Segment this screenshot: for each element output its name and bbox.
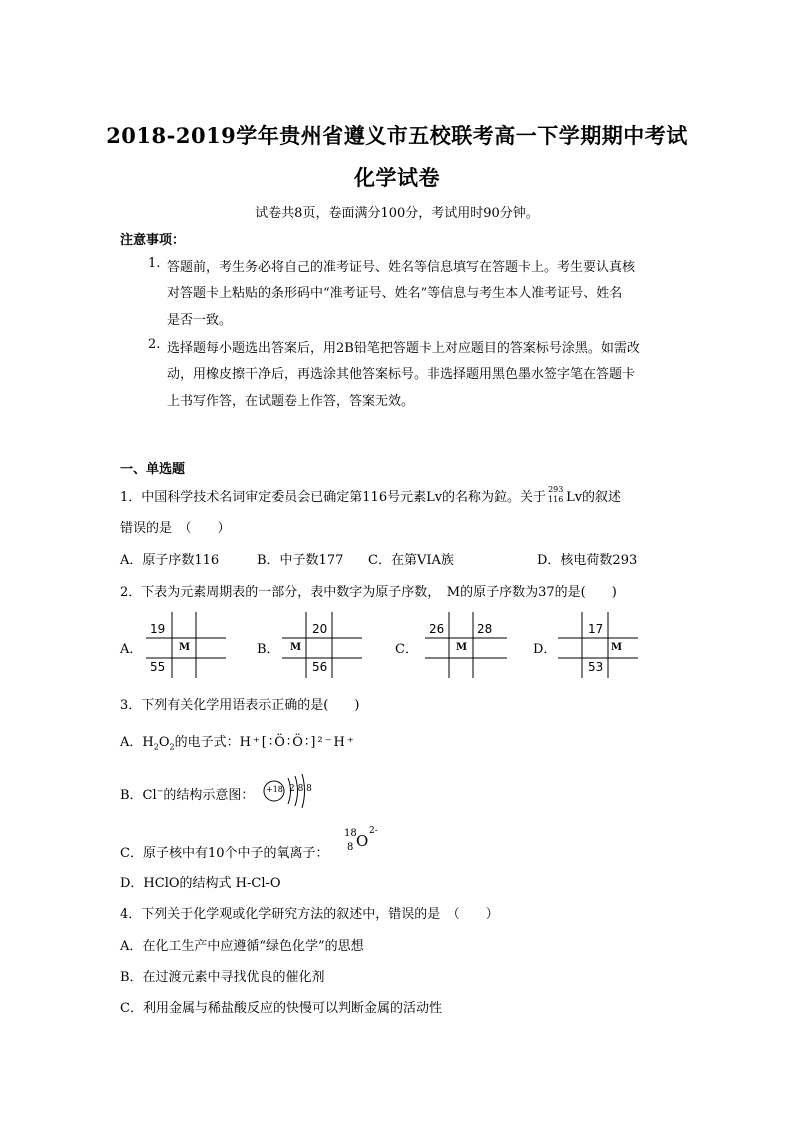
q3-option-a: [120, 731, 356, 750]
note-2-line: 选择题每小题选出答案后，用2B铅笔把答题卡上对应题目的答案标号涂黑。如需改: [167, 341, 640, 356]
periodic-grid-b: [280, 612, 366, 678]
q2-option-a-label: A．: [120, 642, 143, 657]
grid-m: M: [456, 642, 468, 653]
note-2-number: 2.: [148, 337, 161, 352]
question-1-stem-line2: 错误的是 （ ）: [120, 521, 231, 536]
atomic-number: 116: [548, 495, 564, 504]
grid-number: 53: [588, 660, 604, 674]
q1-option-c: C．在第VIA族: [368, 553, 454, 568]
q4-option-c: C．利用金属与稀盐酸反应的快慢可以判断金属的活动性: [120, 1001, 442, 1016]
q4-option-a: A．在化工生产中应遵循“绿色化学”的思想: [120, 939, 364, 954]
grid-number: 55: [150, 660, 166, 674]
note-2-line: 上书写作答，在试题卷上作答，答案无效。: [167, 394, 415, 409]
q1-stem-part: 的叙述: [582, 490, 622, 505]
mass-number: 293: [548, 485, 564, 494]
subscript: 2: [169, 742, 175, 752]
note-2-line: 动，用橡皮擦干净后，再选涂其他答案标号。非选择题用黑色墨水签字笔在答题卡: [167, 367, 636, 382]
nuclide-notation: [546, 485, 566, 504]
nucleus-charge: +18: [266, 785, 283, 794]
section-heading: 一、单选题: [120, 462, 186, 477]
grid-number: 28: [477, 622, 493, 636]
note-1-number: 1.: [148, 256, 161, 271]
question-2-stem: 2．下表为元素周期表的一部分，表中数字为原子序数， M的原子序数为37的是( ): [120, 585, 617, 600]
periodic-grid-d: [556, 612, 642, 678]
ion-charge: 2-: [369, 826, 378, 836]
grid-number: 17: [588, 622, 604, 636]
page-subtitle-title: 化学试卷: [354, 165, 440, 190]
option-text: 的电子式：: [174, 735, 240, 750]
q2-option-d-label: D．: [533, 642, 557, 657]
q1-stem-part: 1．中国科学技术名词审定委员会已确定第116号元素Lv的名称为鉝。关于: [120, 490, 547, 505]
exam-info: 试卷共8页，卷面满分100分，考试用时90分钟。: [255, 206, 539, 221]
page-title: 2018-2019学年贵州省遵义市五校联考高一下学期期中考试: [106, 123, 688, 148]
q3-option-b: [120, 784, 254, 803]
question-3-stem: 3．下列有关化学用语表示正确的是( ): [120, 698, 360, 713]
grid-number: 20: [312, 622, 328, 636]
q1-option-d: D．核电荷数293: [537, 553, 638, 568]
question-4-stem: 4．下列关于化学观或化学研究方法的叙述中，错误的是 （ ）: [120, 907, 499, 922]
q3-option-c: C．原子核中有10个中子的氧离子：: [120, 846, 329, 861]
formula-part: O: [158, 735, 170, 750]
q2-option-c-label: C．: [395, 642, 418, 657]
note-1-line: 是否一致。: [167, 313, 233, 328]
q1-option-b: B．中子数177: [257, 553, 344, 568]
electron-shells: 2 8 8: [289, 784, 312, 794]
grid-m: M: [611, 642, 623, 653]
q3-option-d: D．HClO的结构式 H-Cl-O: [120, 876, 281, 891]
periodic-grid-a: [142, 612, 228, 678]
atomic-number: 8: [347, 842, 354, 853]
note-1-line: 答题前，考生务必将自己的准考证号、姓名等信息填写在答题卡上。考生要认真核: [167, 260, 636, 275]
subscript: 2: [153, 742, 159, 752]
q1-option-a: A．原子序数116: [120, 553, 220, 568]
note-1-line: 对答题卡上粘贴的条形码中“准考证号、姓名”等信息与考生本人准考证号、姓名: [167, 286, 623, 301]
grid-m: M: [179, 642, 191, 653]
element-symbol: Lv: [566, 490, 583, 505]
grid-m: M: [290, 642, 302, 653]
q2-option-b-label: B．: [257, 642, 280, 657]
q4-option-b: B．在过渡元素中寻找优良的催化剂: [120, 970, 325, 985]
formula-part: B．Cl: [120, 788, 157, 803]
question-1-stem: [120, 486, 621, 505]
periodic-grid-c: [423, 612, 509, 678]
formula-part: A．H: [120, 735, 154, 750]
electron-formula: H⁺[∶Ö∶Ö∶]²⁻H⁺: [239, 735, 356, 750]
mass-number: 18: [344, 828, 357, 839]
grid-number: 19: [150, 622, 166, 636]
grid-number: 56: [312, 660, 328, 674]
oxygen-ion-notation: [344, 826, 384, 856]
grid-number: 26: [429, 622, 445, 636]
notes-heading: 注意事项：: [120, 233, 186, 248]
cl-ion-structure-diagram: [262, 772, 314, 810]
option-text: 的结构示意图：: [163, 788, 255, 803]
element-symbol: O: [356, 832, 369, 850]
superscript: −: [156, 786, 164, 796]
